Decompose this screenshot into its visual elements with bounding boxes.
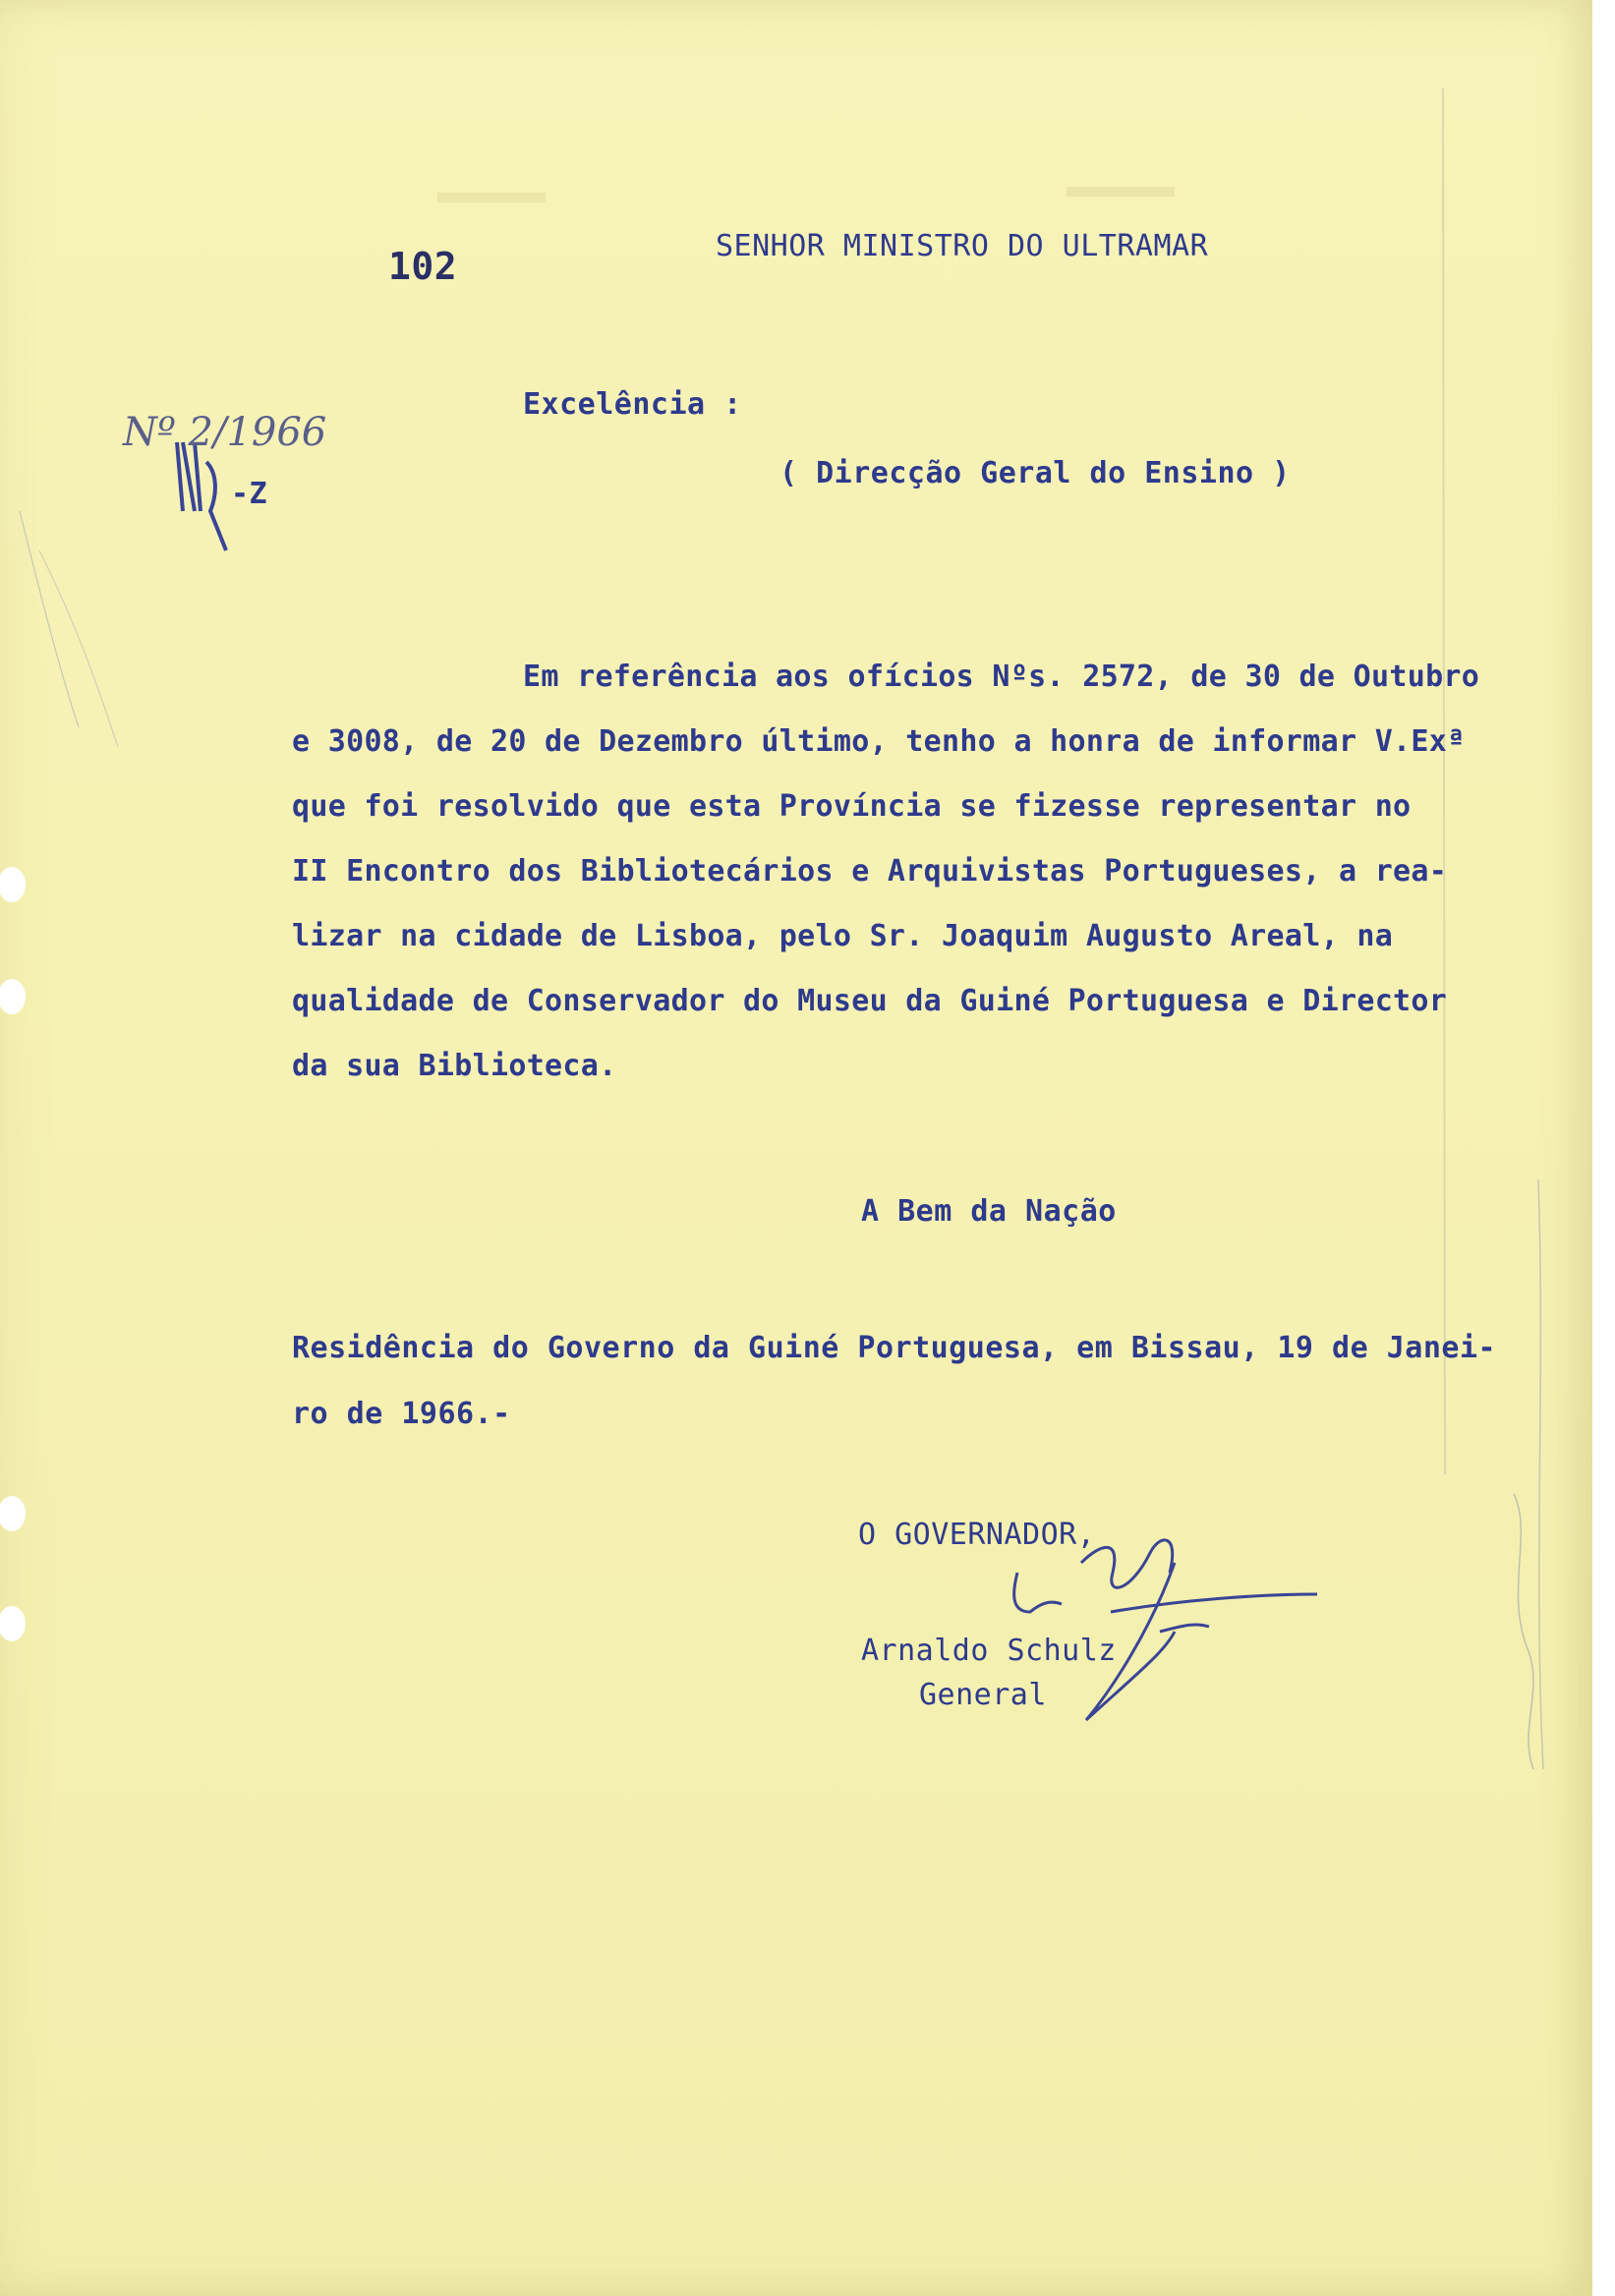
body-line: da sua Biblioteca. [292,1049,617,1083]
closing: A Bem da Nação [861,1194,1117,1229]
addressee: SENHOR MINISTRO DO ULTRAMAR [716,229,1209,263]
body-line: e 3008, de 20 de Dezembro último, tenho a honra de informar V.Exª [292,724,1466,759]
scan-margin [1592,0,1615,2296]
signatory-title: O GOVERNADOR, [858,1518,1096,1552]
signatory-name: Arnaldo Schulz [861,1634,1117,1668]
body-line: que foi resolvido que esta Província se fizesse representar no [292,789,1412,824]
handwritten-reference: Nº 2/1966 [123,410,327,455]
body-line: Em referência aos ofícios Nºs. 2572, de 30 de Outubro [523,660,1480,694]
signature [1014,1540,1317,1720]
place-date-line: Residência do Governo da Guiné Portuguesa, em Bissau, 19 de Janei- [292,1331,1497,1365]
place-date-line: ro de 1966.- [292,1397,511,1431]
body-line: lizar na cidade de Lisboa, pelo Sr. Joaquim Augusto Areal, na [292,919,1394,953]
salutation: Excelência : [523,387,742,422]
body-paragraph [292,645,1570,1099]
body-line: qualidade de Conservador do Museu da Guiné Portuguesa e Director [292,984,1448,1018]
body-line: II Encontro dos Bibliotecários e Arquivistas Portugueses, a rea- [292,854,1448,889]
department: ( Direcção Geral do Ensino ) [779,456,1291,490]
page-number: 102 [388,245,458,288]
handwritten-code: -Z [231,477,268,511]
signatory-rank: General [919,1678,1047,1712]
